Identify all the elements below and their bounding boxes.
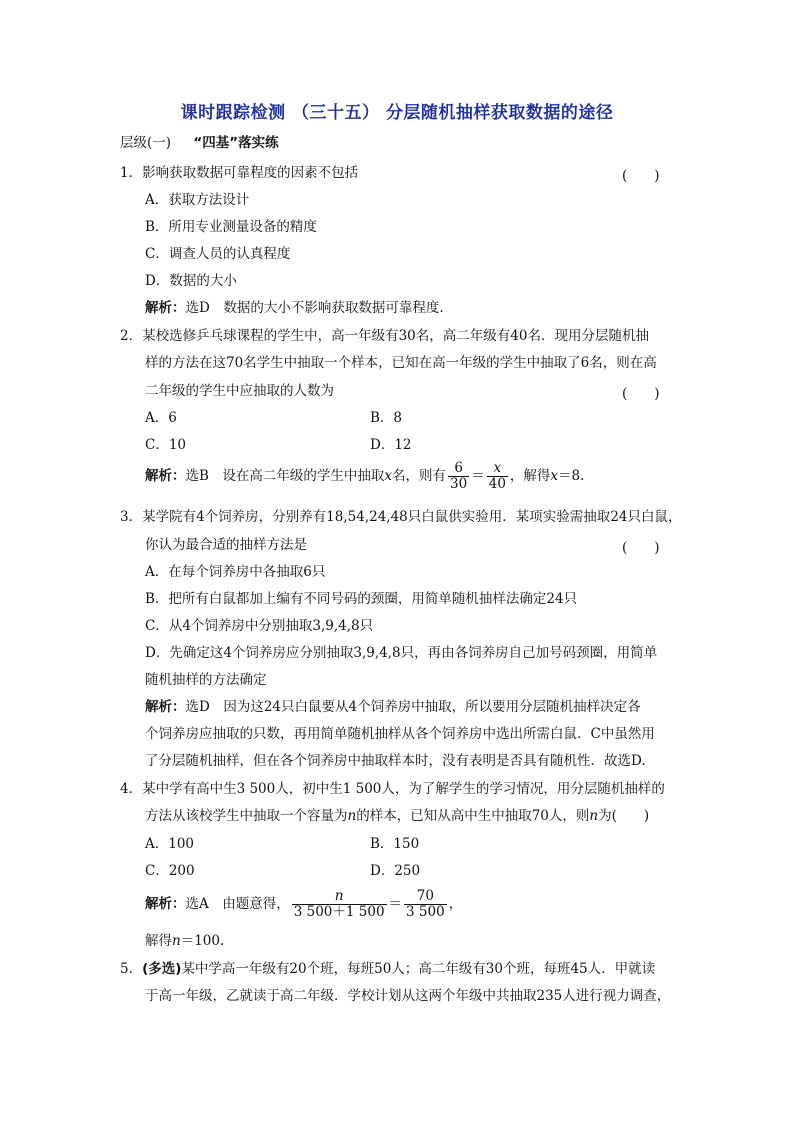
q3-option-d: D．先确定这4个饲养房应分别抽取3,9,4,8只，再由各饲养房自己加号码颈圈，用简单	[145, 645, 658, 661]
q2-stem-line-3: 二年级的学生中应抽取的人数为	[145, 383, 334, 399]
fraction: $\frac{n}{3 500+1 500}$	[293, 888, 385, 920]
analysis-label: 解析：	[145, 300, 186, 316]
q1-option-c: C．调查人员的认真程度	[145, 246, 291, 262]
section-header	[120, 134, 279, 152]
q2-option-c: C．10	[145, 437, 187, 453]
q3-analysis-line-2: 个饲养房应抽取的只数，再用简单随机抽样从各个饲养房中选出所需白鼠．C中虽然用	[145, 726, 655, 742]
q2-stem-line-2: 样的方法在这70名学生中抽取一个样本，已知在高一年级的学生中抽取了6名，则在高	[145, 355, 657, 371]
q5-stem-line-1: 5．(多选)某中学高一年级有20个班，每班50人；高二年级有30个班，每班45人．甲就读	[120, 961, 656, 977]
fraction: $\frac{6}{30}$	[450, 460, 468, 492]
q5-stem-line-2: 于高一年级，乙就读于高二年级．学校计划从这两个年级中共抽取235人进行视力调查，	[145, 988, 671, 1004]
fraction: $\frac{70}{3 500}$	[406, 888, 445, 920]
q1-answer-blank: ( )	[622, 168, 660, 184]
q4-option-d: D．250	[370, 863, 421, 879]
q4-option-b: B．150	[370, 836, 420, 852]
q3-option-a: A．在每个饲养房中各抽取6只	[145, 564, 326, 580]
q4-stem-line-1: 4．某中学有高中生3 500人，初中生1 500人，为了解学生的学习情况，用分层随机抽样的	[120, 781, 665, 797]
q1-stem: 1．影响获取数据可靠程度的因素不包括	[120, 165, 359, 181]
q3-stem-line-1: 3．某学院有4个饲养房，分别养有18,54,24,48只白鼠供实验用．某项实验需抽取24只白鼠，	[120, 509, 682, 525]
q4-option-a: A．100	[145, 836, 195, 852]
q4-stem-line-2: 方法从该校学生中抽取一个容量为n的样本，已知从高中生中抽取70人，则n为( )	[145, 808, 650, 824]
q4-solution: 解得n＝100.	[145, 933, 225, 949]
page-title: 课时跟踪检测 （三十五） 分层随机抽样获取数据的途径	[180, 103, 614, 123]
q1-option-a: A．获取方法设计	[145, 192, 250, 208]
q2-option-d: D．12	[370, 437, 412, 453]
q4-analysis: 解析：选A 由题意得， $\frac{n}{3 500+1 500}$ ＝ $\frac{70}{3 500}$ ，	[145, 888, 463, 920]
q2-stem-line-1: 2．某校选修乒乓球课程的学生中，高一年级有30名，高二年级有40名．现用分层随机抽	[120, 328, 649, 344]
q2-option-b: B．8	[370, 410, 403, 426]
q3-stem-line-2: 你认为最合适的抽样方法是	[145, 537, 307, 553]
q3-option-d-cont: 随机抽样的方法确定	[145, 672, 267, 688]
section-name: “四基”落实练	[193, 135, 279, 151]
fraction: $\frac{x}{40}$	[488, 460, 506, 492]
q2-answer-blank: ( )	[622, 386, 660, 402]
q2-option-a: A．6	[145, 410, 177, 426]
q3-analysis-line-3: 了分层随机抽样，但在各个饲养房中抽取样本时，没有表明是否具有随机性．故选D.	[145, 753, 646, 769]
q3-analysis: 解析：选D 因为这24只白鼠要从4个饲养房中抽取，所以要用分层随机抽样决定各	[145, 699, 641, 715]
multi-select-tag: (多选)	[142, 961, 182, 977]
q1-option-b: B．所用专业测量设备的精度	[145, 219, 317, 235]
q3-option-b: B．把所有白鼠都加上编有不同号码的颈圈，用简单随机抽样法确定24只	[145, 591, 578, 607]
q2-analysis: 解析：选B 设在高二年级的学生中抽取x名，则有 $\frac{6}{30}$ ＝ $\frac{x}{40}$ ，解得x＝8.	[145, 460, 585, 492]
q4-option-c: C．200	[145, 863, 195, 879]
q3-option-c: C．从4个饲养房中分别抽取3,9,4,8只	[145, 618, 374, 634]
section-level: 层级(一)	[120, 135, 172, 151]
q1-analysis: 解析：选D 数据的大小不影响获取数据可靠程度.	[145, 300, 444, 316]
q1-option-d: D．数据的大小	[145, 273, 237, 289]
q3-answer-blank: ( )	[622, 540, 660, 556]
